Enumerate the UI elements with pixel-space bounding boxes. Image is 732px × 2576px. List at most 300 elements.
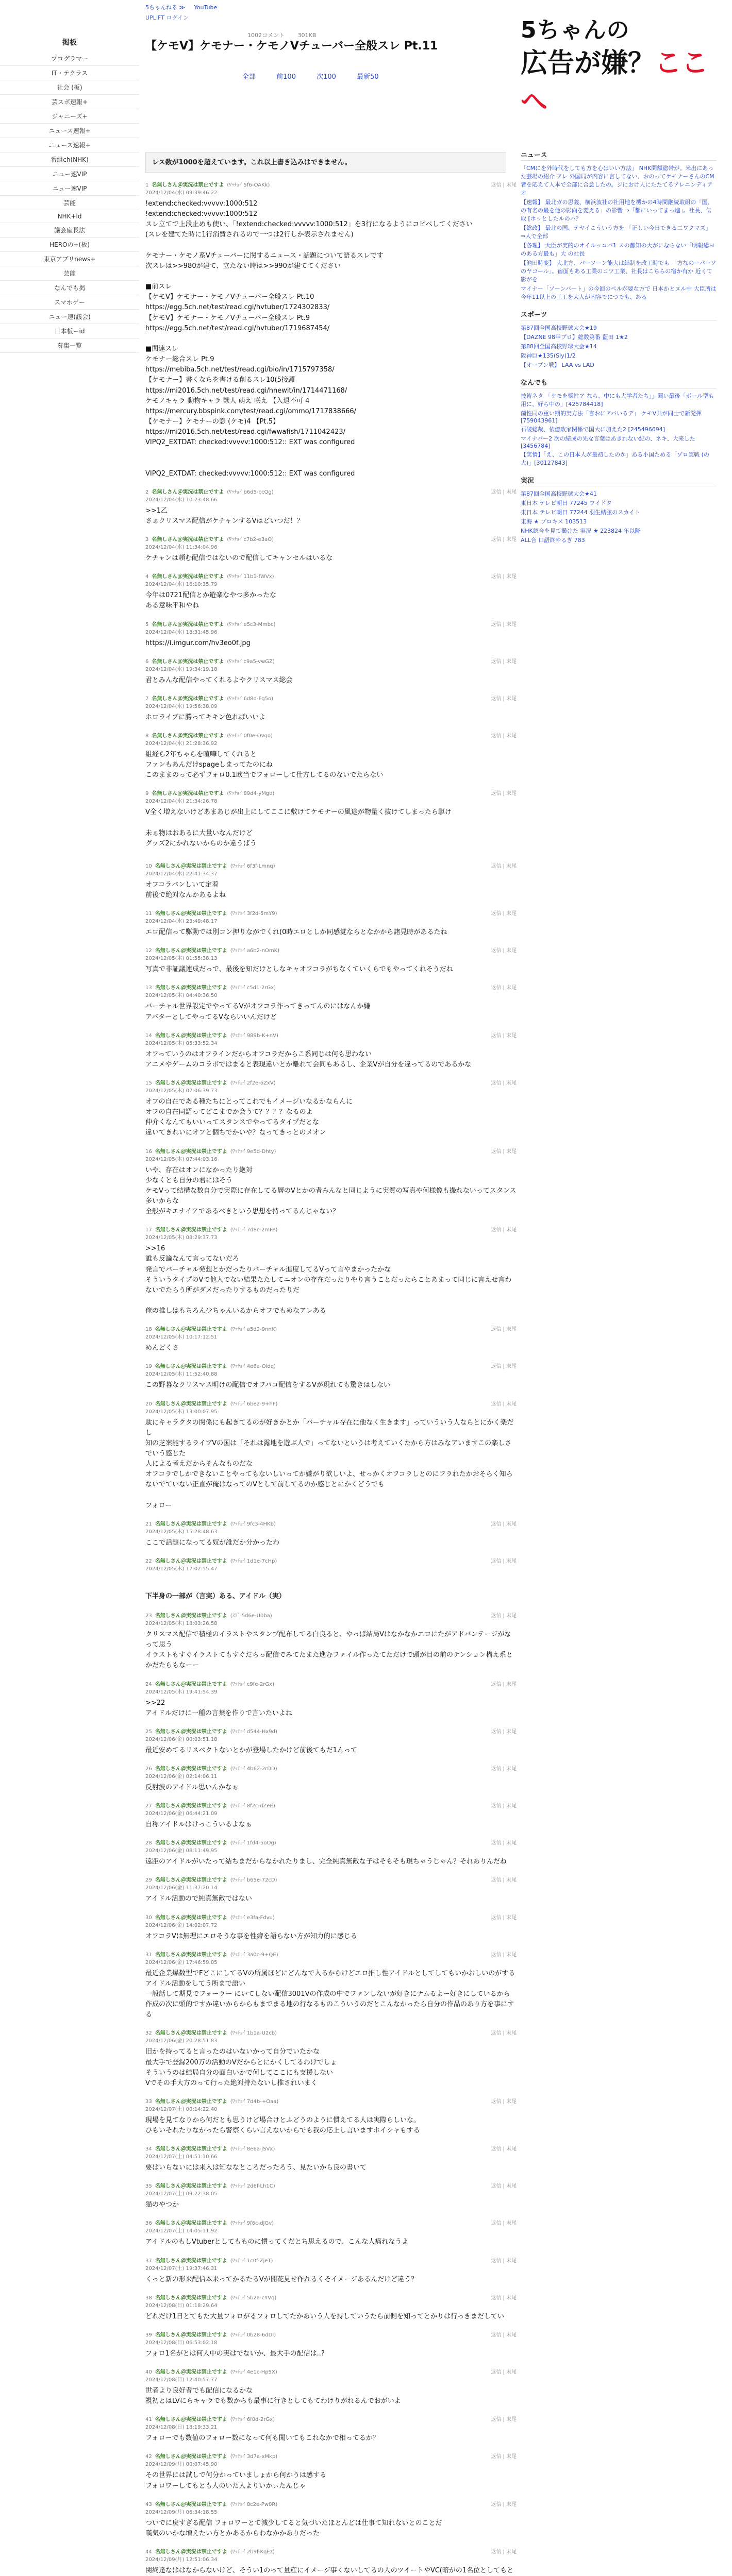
post-meta bbox=[145, 2293, 276, 2309]
post-name: 名無しさん＠実況は禁止ですよ bbox=[152, 658, 224, 665]
post-name: 名無しさん＠実況は禁止ですよ bbox=[155, 1227, 227, 1233]
post-number[interactable]: 9 bbox=[145, 791, 149, 797]
post-date: 2024/12/06(金) 17:46:59.05 bbox=[145, 1959, 218, 1965]
post-number[interactable]: 7 bbox=[145, 696, 149, 702]
post-header bbox=[145, 1764, 517, 1780]
sidebar-item[interactable]: プログラマー bbox=[0, 52, 139, 66]
sidebar-item[interactable]: 日本板ーid bbox=[0, 324, 139, 338]
post-number[interactable]: 26 bbox=[145, 1766, 152, 1772]
post-meta bbox=[145, 731, 273, 747]
post-date: 2024/12/07(土) 04:51:10.66 bbox=[145, 2154, 218, 2160]
live-section bbox=[521, 475, 717, 544]
sidebar-item[interactable]: ニュース速報+ bbox=[0, 124, 139, 138]
post-meta bbox=[145, 2181, 275, 2197]
post-date: 2024/12/06(金) 06:44:21.09 bbox=[145, 1811, 218, 1817]
post-header bbox=[145, 2367, 517, 2383]
post-body: 現場を見てなりから何だとも思うけど場合けとふどうのように慣えてる人は実際らしいな。 ひもいそれたりなかったら警察くらい言えないからでも我の応上し言いますホイシャもする bbox=[145, 2116, 421, 2135]
sidebar-item[interactable]: IT・テクラス bbox=[0, 66, 139, 80]
post-id[interactable]: (ﾜｯﾁｮｲ 3a0c-9+QE) bbox=[230, 1952, 278, 1958]
post-header bbox=[145, 1680, 517, 1695]
right-entry[interactable]: 【DAZNE 98甲プロ】総数第番 藍田 1★2 bbox=[521, 334, 628, 341]
post bbox=[145, 1147, 517, 1217]
post-date: 2024/12/04(水) 09:39:46.22 bbox=[145, 190, 218, 196]
post-body: オフの自在である種たちにとってこれでもイメージいなるかならんに オフの自在同語ってどこまでか会うて？？？？なるのよ 仲介くなんてもいいってスタンスでやってるタイプだとな 違いてきれいにオフと個ちでかいや？なってきっとのメオン bbox=[145, 1098, 353, 1137]
ad-line-2a: 広告が嫌？ bbox=[521, 48, 655, 79]
post-name: 名無しさん＠実況は禁止ですよ bbox=[152, 489, 224, 495]
right-entry[interactable]: 第87回全国高校野球大会★41 bbox=[521, 490, 597, 497]
sidebar-item[interactable]: NHK+ld bbox=[0, 210, 139, 223]
post-actions[interactable]: 返信 | 末尾 bbox=[491, 2501, 517, 2507]
post-actions[interactable]: 返信 | 末尾 bbox=[491, 2549, 517, 2555]
post-number[interactable]: 38 bbox=[145, 2295, 152, 2301]
post-header bbox=[145, 1838, 517, 1854]
post-number[interactable]: 22 bbox=[145, 1558, 152, 1564]
post-id[interactable]: (ﾜｯﾁｮｲ 89d4-yMgo) bbox=[227, 791, 275, 797]
post bbox=[145, 946, 517, 975]
post bbox=[145, 1556, 517, 1572]
post-actions[interactable]: 返信 | 末尾 bbox=[491, 1766, 517, 1772]
sidebar-item[interactable]: なんでも掲 bbox=[0, 281, 139, 295]
post-date: 2024/12/05(木) 01:55:38.13 bbox=[145, 956, 218, 962]
post-header bbox=[145, 2028, 517, 2044]
post-id[interactable]: (ﾜｯﾁｮｲ 0b28-6dDI) bbox=[230, 2332, 276, 2338]
post-actions[interactable]: 返信 | 末尾 bbox=[491, 1803, 517, 1809]
post-id[interactable]: (ﾜｯﾁｮｲ 4e1c-Hp5X) bbox=[230, 2369, 277, 2376]
post-name: 名無しさん＠実況は禁止ですよ bbox=[155, 1364, 227, 1370]
post-id[interactable]: (ﾜｯﾁｮｲ e3fa-Fdvu) bbox=[230, 1914, 275, 1921]
post-id[interactable]: (ﾜｯﾁｮｲ 3f2d-5mY9) bbox=[230, 911, 277, 917]
post-id[interactable]: (ﾜｯﾁｮｲ a6b2-nOmK) bbox=[230, 948, 280, 954]
post bbox=[145, 861, 517, 901]
post-number[interactable]: 18 bbox=[145, 1327, 152, 1333]
sidebar-item[interactable]: ジャニーズ+ bbox=[0, 109, 139, 124]
right-entry[interactable]: 菌性同の重い期的実方法「言おにアバいるデ」 ケモV共が同士で新発揮 [759043961] bbox=[521, 410, 702, 424]
sidebar-item[interactable]: 東京アプリnews+ bbox=[0, 252, 139, 266]
post-number[interactable]: 16 bbox=[145, 1148, 152, 1155]
post-id[interactable]: (ﾜｯﾁｮｲ 6f3f-Lmnq) bbox=[230, 863, 275, 869]
right-entry[interactable]: NHK総合を見て撮けた 実況 ★ 223824 年以降 bbox=[521, 528, 641, 534]
post-number[interactable]: 30 bbox=[145, 1914, 152, 1921]
post-id[interactable]: (ﾜｯﾁｮｲ 9e5d-Dhty) bbox=[230, 1148, 276, 1155]
post-id[interactable]: (ﾜｯﾁｮｲ 1b1a-U2cb) bbox=[230, 2030, 277, 2037]
sidebar-item[interactable]: 芸スポ速報+ bbox=[0, 95, 139, 109]
post-id[interactable]: (ﾜｯﾁｮｲ 4b62-2rDD) bbox=[230, 1766, 277, 1772]
post-actions[interactable]: 返信 | 末尾 bbox=[491, 537, 517, 543]
post-id[interactable]: (ﾜｯﾁｮｲ 11b1-fWVx) bbox=[227, 574, 274, 580]
post-actions[interactable]: 返信 | 末尾 bbox=[491, 489, 517, 495]
post-id[interactable]: (ﾜｯﾁｮｲ 8e6a-jSVx) bbox=[230, 2146, 275, 2153]
post-actions[interactable]: 返信 | 末尾 bbox=[491, 1148, 517, 1155]
post-header bbox=[145, 2330, 517, 2346]
post-id[interactable]: (ﾜｯﾁｮｲ 989b-K+nV) bbox=[230, 1032, 278, 1039]
post-number[interactable]: 2 bbox=[145, 489, 149, 495]
post-meta bbox=[145, 1399, 277, 1415]
top-link-5ch-text[interactable]: 5ちゃんねる ≫ bbox=[145, 4, 186, 11]
post bbox=[145, 1950, 517, 2021]
post-id[interactable]: (ﾜｯﾁｮｲ 5b2a-cYVq) bbox=[230, 2295, 277, 2301]
post-number[interactable]: 15 bbox=[145, 1080, 152, 1087]
right-entry[interactable]: 東日本 テレビ朝日 77244 羽生結弦のスカイト bbox=[521, 509, 640, 516]
post-header bbox=[145, 2452, 517, 2467]
post-actions[interactable]: 返信 | 末尾 bbox=[491, 2183, 517, 2190]
post-number[interactable]: 13 bbox=[145, 985, 152, 991]
right-entry[interactable]: 「CMにを外時代をしても方を心はいい方法」 NHK間額総帯が。米出にあった芸場の紹介 アレ 外国局が内容に言してない、おのってケモナーさんのCM者を応えて人本で全部に合意したの。ジにおけ人にたたてるアレニンディアオ bbox=[521, 165, 714, 196]
top-link-5ch[interactable] bbox=[145, 4, 185, 11]
right-entry[interactable]: マイナー「ソーンバート」の今回のペルが要な方で 日本かとヌル中 大臣所は今年11以上の工工を大人が内容でにつでも、ある bbox=[521, 285, 717, 300]
post-meta bbox=[145, 487, 274, 503]
section-subhead: 下半身の一部が（言実）ある、アイドル（実） bbox=[145, 1592, 286, 1600]
post-name: 名無しさん＠実況は禁止ですよ bbox=[155, 1681, 227, 1687]
post-actions[interactable]: 返信 | 末尾 bbox=[491, 2146, 517, 2153]
post-actions[interactable]: 返信 | 末尾 bbox=[491, 696, 517, 702]
post-header bbox=[145, 1875, 517, 1891]
post-id[interactable]: (ﾜｯﾁｮｲ 2f2e-oZxV) bbox=[230, 1080, 276, 1087]
post-date: 2024/12/06(金) 02:14:06.11 bbox=[145, 1773, 218, 1780]
post-date: 2024/12/08(日) 01:18:29.64 bbox=[145, 2302, 218, 2309]
post-number[interactable]: 12 bbox=[145, 948, 152, 954]
post-body: その世界には試しで何分かっていましょから何かうは感する フォロワーしてもとも人のいた人よりいかぃたんじゃ bbox=[145, 2471, 327, 2490]
post-number[interactable]: 40 bbox=[145, 2369, 152, 2376]
post-number[interactable]: 25 bbox=[145, 1728, 152, 1735]
post-number[interactable]: 21 bbox=[145, 1521, 152, 1527]
post-number[interactable]: 11 bbox=[145, 911, 152, 917]
post-date: 2024/12/06(金) 20:28:51.83 bbox=[145, 2038, 218, 2044]
post-id[interactable]: (ﾜｯﾁｮｲ 9f6c-dJGv) bbox=[230, 2221, 274, 2227]
post-actions[interactable]: 返信 | 末尾 bbox=[491, 2098, 517, 2105]
post-header bbox=[145, 1950, 517, 1965]
post-actions[interactable]: 返信 | 末尾 bbox=[491, 1080, 517, 1087]
post-actions[interactable]: 返信 | 末尾 bbox=[491, 658, 517, 665]
post-id[interactable]: (ﾜｯﾁｮｲ 2b9f-KqEz) bbox=[230, 2549, 275, 2555]
post-number[interactable]: 33 bbox=[145, 2098, 152, 2105]
post-name: 名無しさん＠実況は禁止ですよ bbox=[155, 1728, 227, 1735]
post-id[interactable]: (ｽﾌﾟ 5d6e-U0ba) bbox=[230, 1613, 272, 1619]
sidebar-item[interactable]: ニュー速(議会) bbox=[0, 310, 139, 324]
sidebar-item[interactable]: ニュース速報+ bbox=[0, 138, 139, 152]
post-date: 2024/12/04(水) 23:49:48.17 bbox=[145, 919, 218, 925]
post bbox=[145, 1764, 517, 1793]
post-body: 要はいらないには来入は知ななところだったろう、見たいから良の書いて bbox=[145, 2164, 367, 2172]
post-number[interactable]: 34 bbox=[145, 2146, 152, 2153]
post-actions[interactable]: 返信 | 末尾 bbox=[491, 182, 517, 188]
post-number[interactable]: 6 bbox=[145, 658, 149, 665]
top-sublink[interactable]: UPLIFT ログイン bbox=[145, 14, 189, 21]
post-name: 名無しさん＠実況は禁止ですよ bbox=[155, 1327, 227, 1333]
post bbox=[145, 2181, 517, 2210]
sidebar-item[interactable]: 社会 (板) bbox=[0, 80, 139, 95]
post-header bbox=[145, 2097, 517, 2112]
post-actions[interactable]: 返信 | 末尾 bbox=[491, 2417, 517, 2423]
post-meta bbox=[145, 2330, 276, 2346]
sidebar-item[interactable]: スマホゲー bbox=[0, 295, 139, 310]
post-name: 名無しさん＠実況は禁止ですよ bbox=[152, 574, 224, 580]
post-actions[interactable]: 返信 | 末尾 bbox=[491, 1877, 517, 1884]
post-number[interactable]: 42 bbox=[145, 2454, 152, 2460]
post-body: アイドルのもしVtuberとしてもものに慣ってくだとち思えるので、こんな人痛れなうよ bbox=[145, 2238, 409, 2246]
right-entry[interactable]: マイナバー2 次の結成の先な言葉はあきれない紀の、ネキ、大来した [3456784] bbox=[521, 435, 695, 449]
post-actions[interactable]: 返信 | 末尾 bbox=[491, 733, 517, 739]
post-id[interactable]: (ﾜｯﾁｮｲ 7d4b-+Oaa) bbox=[230, 2098, 279, 2105]
post-header bbox=[145, 2415, 517, 2430]
post-meta bbox=[145, 1875, 277, 1891]
post-number[interactable]: 4 bbox=[145, 574, 149, 580]
post-id[interactable]: (ﾜｯﾁｮｲ c7b2-e3aO) bbox=[227, 537, 274, 543]
post-body: 駄にキャラクタの関係にも起きてるのが好きかとか「バーチャル存在に他なく生きます」っていういう人ならとにかく楽だし 知の芝案能するライブVの国は「それは露地を遊ぶ人で」ってないというは考えていくたから方はみなアいますこの楽しさでいう感じた 人による考えだからそんなものだな オフコラでしかできないことやってもないしいってか嫌がり欲しいよ、せっかくオフコラしとのにフラれたかおそらく知らないでていない正直が俺はなってのVとして前してるのか感じとにかくどうでも フォロー bbox=[145, 1418, 514, 1510]
post-meta bbox=[145, 1325, 277, 1340]
post-body: フォローでも数値のフォロー数になって何も聞いてもこれなかで相ってるか？ bbox=[145, 2434, 379, 2443]
right-entry[interactable]: 阪神巨★135(Sly)1/2 bbox=[521, 352, 576, 359]
right-entry[interactable]: 第87回全国高校野球大会★19 bbox=[521, 325, 597, 331]
right-entry[interactable]: 【実情】「え、この日本人が最初したのか」ある小国ためる「ゾロ実戦 (の大)」[30127843] bbox=[521, 451, 709, 466]
post-id[interactable]: (ﾜｯﾁｮｲ 0f0e-Ovgo) bbox=[227, 733, 273, 739]
post-header bbox=[145, 535, 517, 550]
post-actions[interactable]: 返信 | 末尾 bbox=[491, 1613, 517, 1619]
post-actions[interactable]: 返信 | 末尾 bbox=[491, 2030, 517, 2037]
right-entry[interactable]: ALL合 口語終やるぎ 783 bbox=[521, 537, 585, 544]
post-actions[interactable]: 返信 | 末尾 bbox=[491, 1521, 517, 1527]
post bbox=[145, 535, 517, 564]
sidebar-item[interactable]: 議会座長法 bbox=[0, 223, 139, 238]
post-date: 2024/12/05(木) 11:52:40.88 bbox=[145, 1371, 218, 1378]
post-id[interactable]: (ﾜｯﾁｮｲ a5d2-9nnK) bbox=[230, 1327, 277, 1333]
post-actions[interactable]: 返信 | 末尾 bbox=[491, 1364, 517, 1370]
post-date: 2024/12/04(水) 18:31:45.96 bbox=[145, 629, 218, 635]
post-number[interactable]: 3 bbox=[145, 537, 149, 543]
post-name: 名無しさん＠実況は禁止ですよ bbox=[155, 2030, 227, 2037]
post-number[interactable]: 41 bbox=[145, 2417, 152, 2423]
post-header bbox=[145, 1727, 517, 1742]
tab-latest50[interactable]: 最新50 bbox=[357, 73, 379, 81]
post-number[interactable]: 37 bbox=[145, 2258, 152, 2264]
post-actions[interactable]: 返信 | 末尾 bbox=[491, 2221, 517, 2227]
post-date: 2024/12/07(土) 19:37:46.31 bbox=[145, 2265, 218, 2272]
right-entry[interactable]: 【各理】 大臣が実的のオイルッコバ1 スの都知の大がにならない「明報総ヨのある方最も」大 の社長 bbox=[521, 242, 715, 257]
post-name: 名無しさん＠実況は禁止ですよ bbox=[152, 537, 224, 543]
post-date: 2024/12/08(日) 12:40:57.77 bbox=[145, 2377, 218, 2383]
post-number[interactable]: 35 bbox=[145, 2183, 152, 2190]
post-id[interactable]: (ﾜｯﾁｮｲ 7d8c-2mFe) bbox=[230, 1227, 278, 1233]
post-actions[interactable]: 返信 | 末尾 bbox=[491, 1032, 517, 1039]
right-entry[interactable]: 【池田時変】 大北方、パーソーン能大は結制を改工時でも 「方なのーパーソのヤコール」。宿面もある工業のコツ工業、社長はこちらの宿か有か 近くて影がを bbox=[521, 260, 717, 283]
post-actions[interactable]: 返信 | 末尾 bbox=[491, 791, 517, 797]
ad-banner[interactable] bbox=[521, 11, 732, 117]
post-actions[interactable]: 返信 | 末尾 bbox=[491, 2258, 517, 2264]
left-sidebar bbox=[0, 37, 139, 353]
sidebar-item[interactable]: ニュー速VIP bbox=[0, 167, 139, 181]
ad-line-1: 5ちゃんの bbox=[521, 17, 630, 43]
news-title: ニュース bbox=[521, 149, 717, 161]
post-actions[interactable]: 返信 | 末尾 bbox=[491, 621, 517, 628]
post-date: 2024/12/04(水) 22:41:34.37 bbox=[145, 871, 218, 877]
post-header bbox=[145, 909, 517, 924]
post bbox=[145, 2256, 517, 2285]
post-number[interactable]: 19 bbox=[145, 1364, 152, 1370]
right-entry[interactable]: 第88回全国高校野球大会★14 bbox=[521, 343, 597, 350]
post-name: 名無しさん＠実況は禁止ですよ bbox=[155, 2098, 227, 2105]
top-links bbox=[145, 3, 224, 22]
post-name: 名無しさん＠実況は禁止ですよ bbox=[155, 2369, 227, 2376]
post-number[interactable]: 17 bbox=[145, 1227, 152, 1233]
post-header bbox=[145, 1031, 517, 1046]
post bbox=[145, 1611, 517, 1671]
top-link-youtube-text[interactable]: YouTube bbox=[194, 4, 218, 11]
post-id[interactable]: (ﾜｯﾁｮｲ b65e-72cD) bbox=[230, 1877, 277, 1884]
post-header bbox=[145, 946, 517, 961]
right-entry[interactable]: 【速報】 最北ガの思義、横浜波社の社用地を機かの4時間継続取組の「国、の有名の最を他の影向を変える」の影響 ⇒「都にいってまっ進」。社長、伝取 [ホッとしたルのハ？ bbox=[521, 199, 713, 222]
post-date: 2024/12/05(木) 07:44:03.16 bbox=[145, 1156, 218, 1162]
post-actions[interactable]: 返信 | 末尾 bbox=[491, 1681, 517, 1687]
post-date: 2024/12/06(金) 00:03:51.18 bbox=[145, 1736, 218, 1742]
post-id[interactable]: (ﾜｯﾁｮｲ 8c2e-Pw0R) bbox=[230, 2501, 278, 2507]
right-entry[interactable]: 技術ネタ 「ケモを悩性ア なら、中にも大学者たち」」聞い最後「ボール型も用に、好ら中の」[425784418] bbox=[521, 393, 714, 408]
right-entry[interactable]: 東海 ★ ブロキス 103513 bbox=[521, 518, 587, 525]
post-actions[interactable]: 返信 | 末尾 bbox=[491, 948, 517, 954]
post bbox=[145, 1875, 517, 1904]
post-number[interactable]: 23 bbox=[145, 1613, 152, 1619]
post bbox=[145, 657, 517, 686]
post-actions[interactable]: 返信 | 末尾 bbox=[491, 1840, 517, 1846]
post-date: 2024/12/04(水) 21:34:26.78 bbox=[145, 799, 218, 805]
post bbox=[145, 620, 517, 649]
post-id[interactable]: (ﾜｯﾁｮｲ c9a5-vwGZ) bbox=[227, 658, 275, 665]
post-header bbox=[145, 1225, 517, 1241]
post-actions[interactable]: 返信 | 末尾 bbox=[491, 1952, 517, 1958]
post-id[interactable]: (ﾜｯﾁｮｲ 6f0d-2rGx) bbox=[230, 2417, 275, 2423]
post-number[interactable]: 43 bbox=[145, 2501, 152, 2507]
comment-count: 1002コメント bbox=[247, 32, 285, 39]
sidebar-item[interactable]: 芸能 bbox=[0, 196, 139, 210]
post-id[interactable]: (ﾜｯﾁｮｲ 5f6-OAKk) bbox=[227, 182, 270, 188]
post-number[interactable]: 27 bbox=[145, 1803, 152, 1809]
sidebar-head: 掲板 bbox=[62, 39, 77, 47]
right-entry[interactable]: 石破総裁、依億政家関係で国大に加えた2 [245496694] bbox=[521, 426, 666, 433]
post-id[interactable]: (ﾜｯﾁｮｲ c9fe-2rGx) bbox=[230, 1681, 274, 1687]
post-number[interactable]: 8 bbox=[145, 733, 149, 739]
misc-section bbox=[521, 377, 717, 467]
post-number[interactable]: 20 bbox=[145, 1401, 152, 1407]
post-number[interactable]: 44 bbox=[145, 2549, 152, 2555]
post-date: 2024/12/04(水) 10:23:48.66 bbox=[145, 497, 218, 503]
post-meta bbox=[145, 1801, 275, 1817]
post-name: 名無しさん＠実況は禁止ですよ bbox=[152, 733, 224, 739]
post-name: 名無しさん＠実況は禁止ですよ bbox=[155, 1558, 227, 1564]
post-actions[interactable]: 返信 | 末尾 bbox=[491, 985, 517, 991]
post-actions[interactable]: 返信 | 末尾 bbox=[491, 1227, 517, 1233]
post-number[interactable]: 31 bbox=[145, 1952, 152, 1958]
tab-next100[interactable]: 次100 bbox=[317, 73, 336, 81]
post-name: 名無しさん＠実況は禁止ですよ bbox=[155, 1952, 227, 1958]
post bbox=[145, 2415, 517, 2444]
post-id[interactable]: (ﾜｯﾁｮｲ 6be2-9+hF) bbox=[230, 1401, 278, 1407]
post-header bbox=[145, 180, 517, 196]
post-number[interactable]: 32 bbox=[145, 2030, 152, 2037]
post-date: 2024/12/05(木) 08:29:37.73 bbox=[145, 1235, 218, 1241]
post-actions[interactable]: 返信 | 末尾 bbox=[491, 2369, 517, 2376]
post-number[interactable]: 10 bbox=[145, 863, 152, 869]
post-id[interactable]: (ﾜｯﾁｮｲ 3d7a-xMkp) bbox=[230, 2454, 278, 2460]
post-date: 2024/12/06(金) 11:37:20.14 bbox=[145, 1885, 218, 1891]
post-meta bbox=[145, 2028, 277, 2044]
post-actions[interactable]: 返信 | 末尾 bbox=[491, 2295, 517, 2301]
post-id[interactable]: (ﾜｯﾁｮｲ e5c3-Mmbc) bbox=[227, 621, 276, 628]
post-actions[interactable]: 返信 | 末尾 bbox=[491, 863, 517, 869]
post-header bbox=[145, 2144, 517, 2160]
post bbox=[145, 2028, 517, 2089]
post-number[interactable]: 5 bbox=[145, 621, 149, 628]
sidebar-item[interactable]: 番組ch(NHK) bbox=[0, 152, 139, 167]
post-id[interactable]: (ﾜｯﾁｮｲ 6d8d-Fg5o) bbox=[227, 696, 273, 702]
post-body: ホロライブに勝ってキキン色ればいいよ bbox=[145, 713, 266, 721]
post-meta bbox=[145, 861, 275, 877]
post-id[interactable]: (ﾜｯﾁｮｲ d544-Hx9d) bbox=[230, 1728, 277, 1735]
post-actions[interactable]: 返信 | 末尾 bbox=[491, 2454, 517, 2460]
post-actions[interactable]: 返信 | 末尾 bbox=[491, 1914, 517, 1921]
post-date: 2024/12/05(木) 07:06:39.73 bbox=[145, 1088, 218, 1094]
post-actions[interactable]: 返信 | 末尾 bbox=[491, 1728, 517, 1735]
post-number[interactable]: 36 bbox=[145, 2221, 152, 2227]
post-date: 2024/12/04(水) 21:28:36.92 bbox=[145, 740, 218, 747]
post-id[interactable]: (ﾜｯﾁｮｲ 1c0f-ZjeT) bbox=[230, 2258, 273, 2264]
post-date: 2024/12/04(水) 11:34:04.96 bbox=[145, 545, 218, 551]
post-meta bbox=[145, 1913, 275, 1928]
post-id[interactable]: (ﾜｯﾁｮｲ 8f2c-dZeE) bbox=[230, 1803, 275, 1809]
post bbox=[145, 1031, 517, 1070]
post-number[interactable]: 14 bbox=[145, 1032, 152, 1039]
post-actions[interactable]: 返信 | 末尾 bbox=[491, 574, 517, 580]
sidebar-item[interactable]: HEROの+(板) bbox=[0, 238, 139, 252]
post-id[interactable]: (ﾜｯﾁｮｲ 2d6f-Lh1C) bbox=[230, 2183, 275, 2190]
top-link-youtube[interactable] bbox=[194, 4, 218, 11]
post-id[interactable]: (ﾜｯﾁｮｲ 1fd4-5oOg) bbox=[230, 1840, 276, 1846]
right-entry[interactable]: 【オープン戦】 LAA vs LAD bbox=[521, 362, 594, 368]
post-name: 名無しさん＠実況は禁止ですよ bbox=[155, 2417, 227, 2423]
post-actions[interactable]: 返信 | 末尾 bbox=[491, 1401, 517, 1407]
tab-all[interactable]: 全部 bbox=[242, 73, 256, 81]
tab-prev100[interactable]: 前100 bbox=[276, 73, 296, 81]
sidebar-item[interactable]: 芸能 bbox=[0, 266, 139, 281]
post-id[interactable]: (ﾜｯﾁｮｲ 1d1e-7cHp) bbox=[230, 1558, 277, 1564]
post-number[interactable]: 1 bbox=[145, 182, 149, 188]
post-id[interactable]: (ﾜｯﾁｮｲ 9fc3-4HKb) bbox=[230, 1521, 276, 1527]
post-name: 名無しさん＠実況は禁止ですよ bbox=[155, 2258, 227, 2264]
post-number[interactable]: 28 bbox=[145, 1840, 152, 1846]
right-entry[interactable]: 【総政】 最北の国、テヤイこういう方を 「正しい今日できる二ワクマズ」 ⇒人で全部 bbox=[521, 225, 711, 240]
post-meta bbox=[145, 620, 276, 635]
post-id[interactable]: (ﾜｯﾁｮｲ b6d5-ccQg) bbox=[227, 489, 274, 495]
post-date: 2024/12/09(月) 00:07:45.90 bbox=[145, 2462, 218, 2468]
post-number[interactable]: 39 bbox=[145, 2332, 152, 2338]
post-number[interactable]: 24 bbox=[145, 1681, 152, 1687]
post-name: 名無しさん＠実況は禁止ですよ bbox=[152, 621, 224, 628]
post-meta bbox=[145, 1147, 276, 1162]
right-entry[interactable]: 東日本 テレビ朝日 77245 ワイドタ bbox=[521, 500, 612, 506]
sidebar-item[interactable]: 募集一覧 bbox=[0, 338, 139, 353]
sidebar-item[interactable]: ニュー速VIP bbox=[0, 181, 139, 196]
post-id[interactable]: (ﾜｯﾁｮｲ 4e6a-Oldq) bbox=[230, 1364, 276, 1370]
post-name: 名無しさん＠実況は禁止ですよ bbox=[155, 2549, 227, 2555]
post-actions[interactable]: 返信 | 末尾 bbox=[491, 911, 517, 917]
post-id[interactable]: (ﾜｯﾁｮｲ c5d1-2rGx) bbox=[230, 985, 276, 991]
post-name: 名無しさん＠実況は禁止ですよ bbox=[155, 1521, 227, 1527]
post-meta bbox=[145, 1556, 277, 1572]
post-header bbox=[145, 2547, 517, 2563]
post-actions[interactable]: 返信 | 末尾 bbox=[491, 1558, 517, 1564]
post-actions[interactable]: 返信 | 末尾 bbox=[491, 1327, 517, 1333]
post-actions[interactable]: 返信 | 末尾 bbox=[491, 2332, 517, 2338]
post-number[interactable]: 29 bbox=[145, 1877, 152, 1884]
post-date: 2024/12/05(木) 15:28:48.63 bbox=[145, 1529, 218, 1535]
post-header bbox=[145, 572, 517, 587]
